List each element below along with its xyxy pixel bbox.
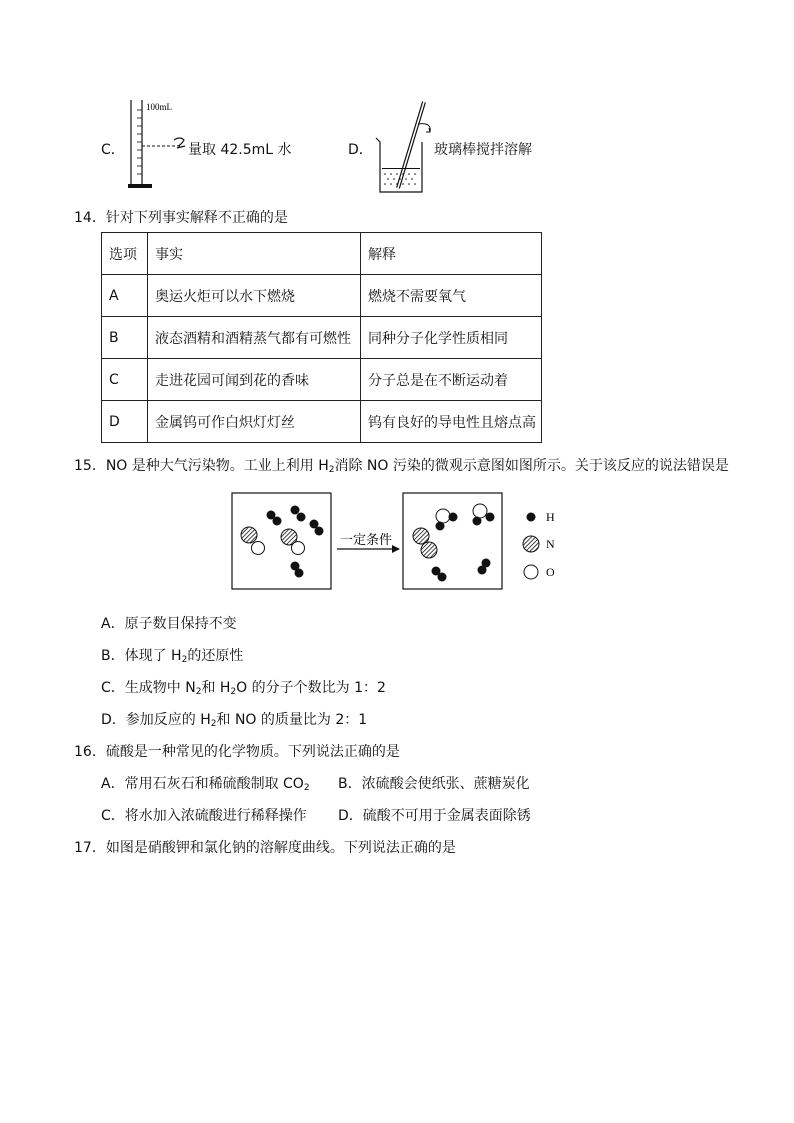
option-text: 和 NO 的质量比为 2：1 [216, 712, 368, 728]
table-row [102, 359, 542, 401]
table-header-row [102, 233, 542, 275]
table-cell: 奥运火炬可以水下燃烧 [148, 275, 361, 317]
stem-text: 消除 NO 污染的微观示意图如图所示。关于该反应的说法错误是 [334, 458, 729, 474]
question-16-option-d: D．硫酸不可用于金属表面除锈 [338, 808, 531, 824]
stem-text: 15．NO 是种大气污染物。工业上利用 H [74, 458, 329, 474]
table-cell: B [102, 317, 148, 359]
subscript: 2 [181, 655, 188, 665]
legend-label-o: O [546, 565, 555, 579]
table-cell: C [102, 359, 148, 401]
table-cell: D [102, 401, 148, 443]
table-row [102, 401, 542, 443]
question-15-option-b [101, 645, 243, 665]
option-text: B．体现了 H [101, 648, 182, 664]
question-16-option-a [101, 773, 310, 793]
subscript: 2 [303, 783, 310, 793]
table-row [102, 317, 542, 359]
table-cell: 同种分子化学性质相同 [361, 317, 542, 359]
facts-table [101, 232, 542, 443]
legend-label-h: H [546, 510, 555, 524]
question-16-stem: 16．硫酸是一种常见的化学物质。下列说法正确的是 [74, 744, 400, 760]
subscript: 2 [328, 465, 335, 475]
question-16-option-b: B．浓硫酸会使纸张、蔗糖炭化 [338, 776, 530, 792]
option-text: 和 H [201, 680, 231, 696]
option-text: A．常用石灰石和稀硫酸制取 CO [101, 776, 304, 792]
table-header-cell: 解释 [361, 233, 542, 275]
option-text: 的还原性 [187, 648, 244, 664]
cylinder-capacity-label: 100mL [146, 102, 172, 112]
question-17-stem: 17．如图是硝酸钾和氯化钠的溶解度曲线。下列说法正确的是 [74, 840, 456, 856]
question-15-stem [74, 455, 729, 475]
question-15-option-d [101, 709, 367, 729]
subscript: 2 [195, 687, 202, 697]
question-15-option-c [101, 677, 386, 697]
arrow-label: 一定条件 [340, 533, 393, 548]
table-cell: 走进花园可闻到花的香味 [148, 359, 361, 401]
table-cell: A [102, 275, 148, 317]
option-c-caption: 量取 42.5mL 水 [188, 142, 292, 158]
legend-label-n: N [546, 537, 555, 551]
beaker-stirring-figure [370, 100, 432, 195]
table-cell: 金属钨可作白炽灯灯丝 [148, 401, 361, 443]
table-header-cell: 事实 [148, 233, 361, 275]
oxygen-atom-icon [524, 565, 538, 579]
option-text: C．生成物中 N [101, 680, 196, 696]
table-cell: 燃烧不需要氧气 [361, 275, 542, 317]
molecule-legend [523, 510, 555, 579]
hydrogen-atom-icon [527, 513, 536, 522]
question-15-option-a: A．原子数目保持不变 [101, 616, 237, 632]
reactant-molecules [241, 506, 324, 578]
nitrogen-atom-icon [523, 536, 539, 552]
option-text: D．参加反应的 H [101, 712, 211, 728]
option-c-letter: C． [101, 142, 125, 158]
subscript: 2 [230, 687, 237, 697]
question-14-stem: 14．针对下列事实解释不正确的是 [74, 210, 288, 226]
option-d-letter: D． [348, 142, 373, 158]
table-cell: 液态酒精和酒精蒸气都有可燃性 [148, 317, 361, 359]
table-header-cell: 选项 [102, 233, 148, 275]
option-d-caption: 玻璃棒搅拌溶解 [434, 142, 532, 158]
table-row [102, 275, 542, 317]
reaction-diagram [230, 490, 570, 592]
product-molecules [413, 504, 495, 582]
subscript: 2 [210, 719, 217, 729]
table-cell: 钨有良好的导电性且熔点高 [361, 401, 542, 443]
option-text: O 的分子个数比为 1：2 [236, 680, 386, 696]
graduated-cylinder-figure [122, 98, 192, 193]
question-16-option-c: C．将水加入浓硫酸进行稀释操作 [101, 808, 307, 824]
table-cell: 分子总是在不断运动着 [361, 359, 542, 401]
